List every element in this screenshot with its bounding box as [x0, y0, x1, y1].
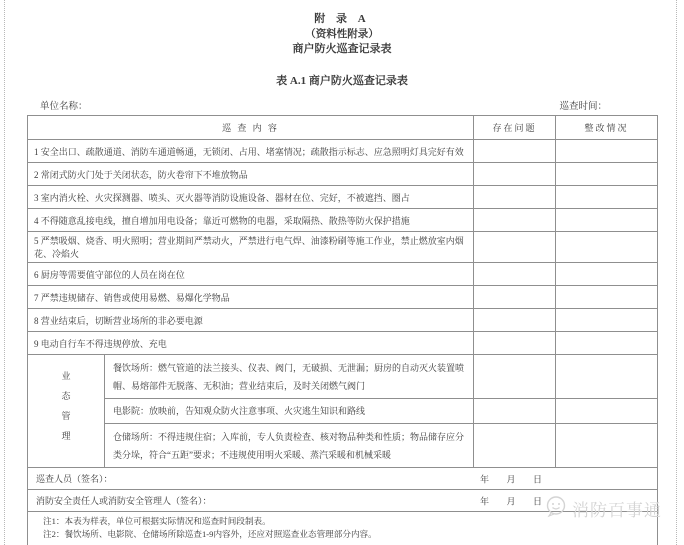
note-1: 注1：本表为样表，单位可根据实际情况和巡查时间段制表。 [43, 516, 271, 526]
item-text: 9 电动自行车不得违规停放、充电 [28, 332, 474, 355]
date-fields [480, 494, 542, 507]
month-label: 月 [506, 496, 516, 506]
rectify-cell [556, 140, 658, 163]
appendix-name: 商户防火巡查记录表 [292, 43, 392, 55]
signature-cell [28, 468, 658, 490]
business-row-dining [28, 355, 658, 399]
signature-row-inspector [28, 468, 658, 490]
problem-cell [474, 163, 556, 186]
right-dotted-border [676, 0, 677, 545]
rectify-cell [556, 286, 658, 309]
rectify-cell [556, 424, 658, 468]
note-2: 注2：餐饮场所、电影院、仓储场所除巡查1-9内容外，还应对照巡查业态管理部分内容。 [43, 529, 377, 539]
watermark-text: 消防百事通 [572, 501, 662, 520]
table-caption: 表 A.1 商户防火巡查记录表 [276, 75, 408, 87]
problem-cell [474, 140, 556, 163]
document-header [0, 0, 684, 57]
manager-signature-label: 消防安全责任人或消防安全管理人（签名）： [36, 496, 212, 506]
rectify-cell [556, 332, 658, 355]
problem-cell [474, 286, 556, 309]
item-text: 5 严禁吸烟、烧香、明火照明；营业期间严禁动火，严禁进行电气焊、油漆粉刷等施工作业，禁止燃放室内烟花、冷焰火 [28, 232, 474, 263]
inspection-time-label: 巡查时间： [559, 102, 607, 112]
month-label: 月 [506, 474, 516, 484]
signature-cell [28, 490, 658, 512]
problem-cell [474, 209, 556, 232]
rectify-cell [556, 186, 658, 209]
header-rectify: 整改情况 [556, 116, 658, 140]
item-text: 6 厨房等需要值守部位的人员在岗在位 [28, 263, 474, 286]
problem-cell [474, 399, 556, 424]
rectify-cell [556, 209, 658, 232]
rectify-cell [556, 309, 658, 332]
item-text: 1 安全出口、疏散通道、消防车通道畅通，无锁闭、占用、堵塞情况；疏散指示标志、应急照明灯具完好有效 [28, 140, 474, 163]
notes-row [28, 512, 658, 545]
signature-row-manager [28, 490, 658, 512]
rectify-cell [556, 263, 658, 286]
problem-cell [474, 186, 556, 209]
rectify-cell [556, 399, 658, 424]
item-text: 7 严禁违规储存、销售或使用易燃、易爆化学物品 [28, 286, 474, 309]
table-header-row [28, 116, 658, 140]
business-row-cinema [28, 399, 658, 424]
left-dotted-border [4, 0, 5, 545]
appendix-title: 附 录 A [314, 13, 370, 25]
table-row [28, 209, 658, 232]
table-row [28, 263, 658, 286]
rectify-cell [556, 232, 658, 263]
inspector-signature-label: 巡查人员（签名）： [36, 474, 113, 484]
appendix-subtitle: （资料性附录） [305, 29, 379, 40]
notes-cell [28, 512, 658, 545]
unit-name-label: 单位名称： [40, 102, 88, 112]
problem-cell [474, 355, 556, 399]
business-row-warehouse [28, 424, 658, 468]
problem-cell [474, 332, 556, 355]
business-text: 餐饮场所：燃气管道的法兰接头、仪表、阀门，无破损、无泄漏；厨房的自动灭火装置喷帽、易熔部件无脱落、无积油；营业结束后，及时关闭燃气阀门 [105, 355, 474, 399]
table-row [28, 232, 658, 263]
problem-cell [474, 424, 556, 468]
item-text: 2 常闭式防火门处于关闭状态，防火卷帘下不堆放物品 [28, 163, 474, 186]
problem-cell [474, 232, 556, 263]
year-label: 年 [480, 474, 490, 484]
day-label: 日 [532, 474, 542, 484]
header-problem: 存在问题 [474, 116, 556, 140]
business-group-label: 业态管理 [28, 355, 105, 468]
business-text: 仓储场所：不得违规住宿；入库前，专人负责检查、核对物品种类和性质；物品储存应分类分垛，符合“五距”要求；不违规使用明火采暖、蒸汽采暖和机械采暖 [105, 424, 474, 468]
problem-cell [474, 309, 556, 332]
inspection-record-table [27, 115, 658, 545]
business-text: 电影院：放映前，告知观众防火注意事项、火灾逃生知识和路线 [105, 399, 474, 424]
year-label: 年 [480, 496, 490, 506]
table-row [28, 186, 658, 209]
header-content: 巡 查 内 容 [28, 116, 474, 140]
problem-cell [474, 263, 556, 286]
meta-row [27, 98, 657, 112]
rectify-cell [556, 355, 658, 399]
item-text: 3 室内消火栓、火灾探测器、喷头、灭火器等消防设施设备、器材在位、完好，不被遮挡、圈占 [28, 186, 474, 209]
table-row [28, 163, 658, 186]
item-text: 4 不得随意乱接电线，擅自增加用电设备；靠近可燃物的电器，采取隔热、散热等防火保护措施 [28, 209, 474, 232]
table-row [28, 140, 658, 163]
table-row [28, 332, 658, 355]
table-row [28, 286, 658, 309]
day-label: 日 [532, 496, 542, 506]
date-fields [480, 472, 542, 485]
rectify-cell [556, 163, 658, 186]
item-text: 8 营业结束后，切断营业场所的非必要电源 [28, 309, 474, 332]
table-row [28, 309, 658, 332]
